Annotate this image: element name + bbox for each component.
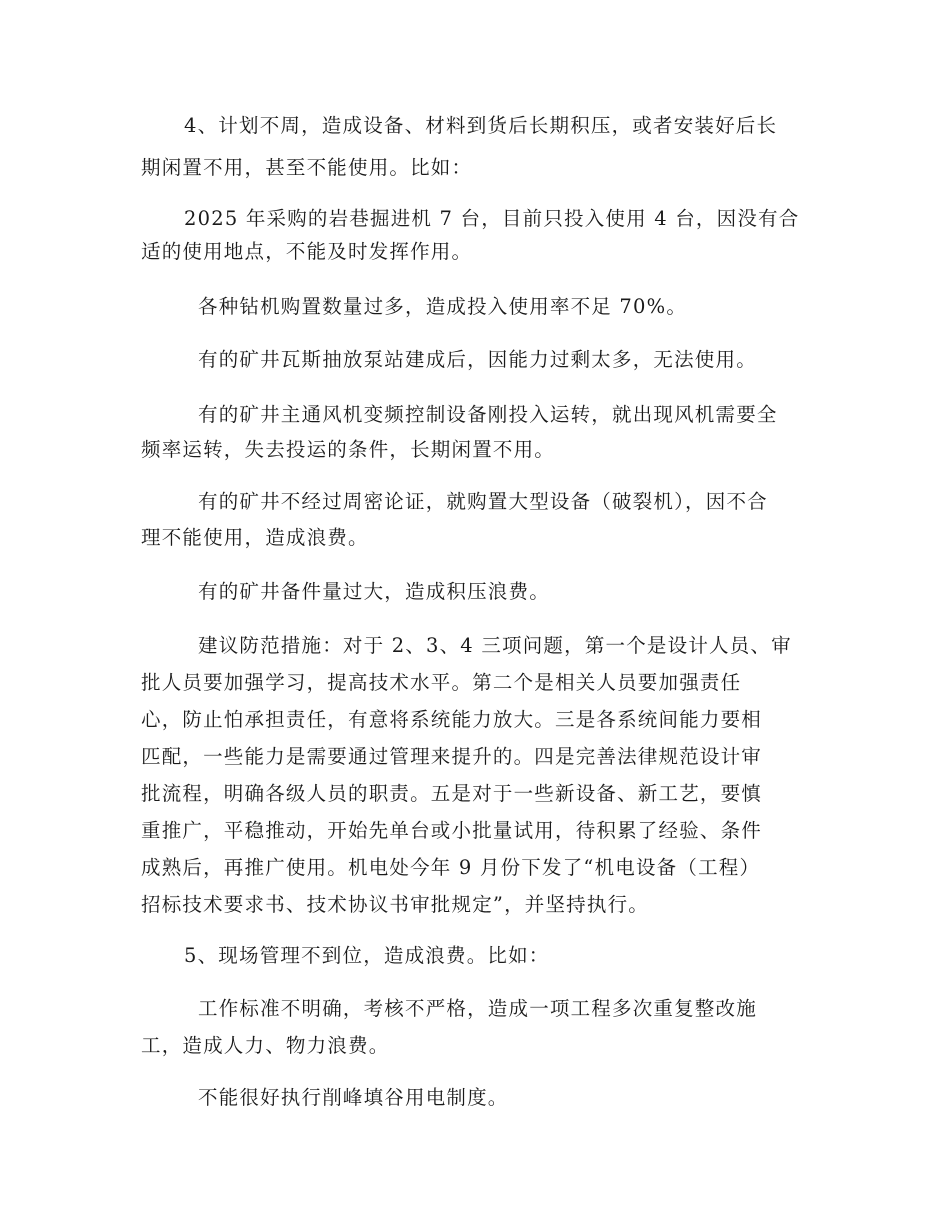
- paragraph-line: 2025 年采购的岩巷掘进机 7 台，目前只投入使用 4 台，因没有合: [184, 207, 800, 230]
- paragraph-line: 频率运转，失去投运的条件，长期闲置不用。: [141, 438, 556, 461]
- paragraph-line: 工作标准不明确，考核不严格，造成一项工程多次重复整改施: [198, 997, 757, 1020]
- paragraph-line: 4、计划不周，造成设备、材料到货后长期积压，或者安装好后长: [184, 114, 778, 137]
- paragraph-line: 各种钻机购置数量过多，造成投入使用率不足 70%。: [198, 295, 688, 318]
- paragraph-line: 重推广，平稳推动，开始先单台或小批量试用，待积累了经验、条件: [141, 819, 763, 842]
- paragraph-line: 期闲置不用，甚至不能使用。比如：: [141, 156, 473, 179]
- paragraph-line: 适的使用地点，不能及时发挥作用。: [141, 240, 473, 263]
- paragraph-line: 工，造成人力、物力浪费。: [141, 1034, 390, 1057]
- paragraph-line: 不能很好执行削峰填谷用电制度。: [198, 1086, 509, 1109]
- paragraph-line: 匹配，一些能力是需要通过管理来提升的。四是完善法律规范设计审: [141, 745, 763, 768]
- paragraph-line: 成熟后，再推广使用。机电处今年 9 月份下发了“机电设备（工程）: [141, 856, 761, 879]
- paragraph-line: 有的矿井不经过周密论证，就购置大型设备（破裂机），因不合: [198, 490, 768, 513]
- paragraph-line: 建议防范措施：对于 2、3、4 三项问题，第一个是设计人员、审: [198, 634, 792, 657]
- paragraph-line: 有的矿井主通风机变频控制设备刚投入运转，就出现风机需要全: [198, 403, 778, 426]
- paragraph-line: 有的矿井瓦斯抽放泵站建成后，因能力过剩太多，无法使用。: [198, 348, 757, 371]
- paragraph-line: 批流程，明确各级人员的职责。五是对于一些新设备、新工艺，要慎: [141, 782, 763, 805]
- paragraph-line: 理不能使用，造成浪费。: [141, 526, 369, 549]
- paragraph-line: 心，防止怕承担责任，有意将系统能力放大。三是各系统间能力要相: [141, 708, 763, 731]
- paragraph-line: 批人员要加强学习，提高技术水平。第二个是相关人员要加强责任: [141, 671, 742, 694]
- paragraph-line: 5、现场管理不到位，造成浪费。比如：: [184, 944, 550, 967]
- paragraph-line: 招标技术要求书、技术协议书审批规定”，并坚持执行。: [141, 893, 649, 916]
- paragraph-line: 有的矿井备件量过大，造成积压浪费。: [198, 580, 550, 603]
